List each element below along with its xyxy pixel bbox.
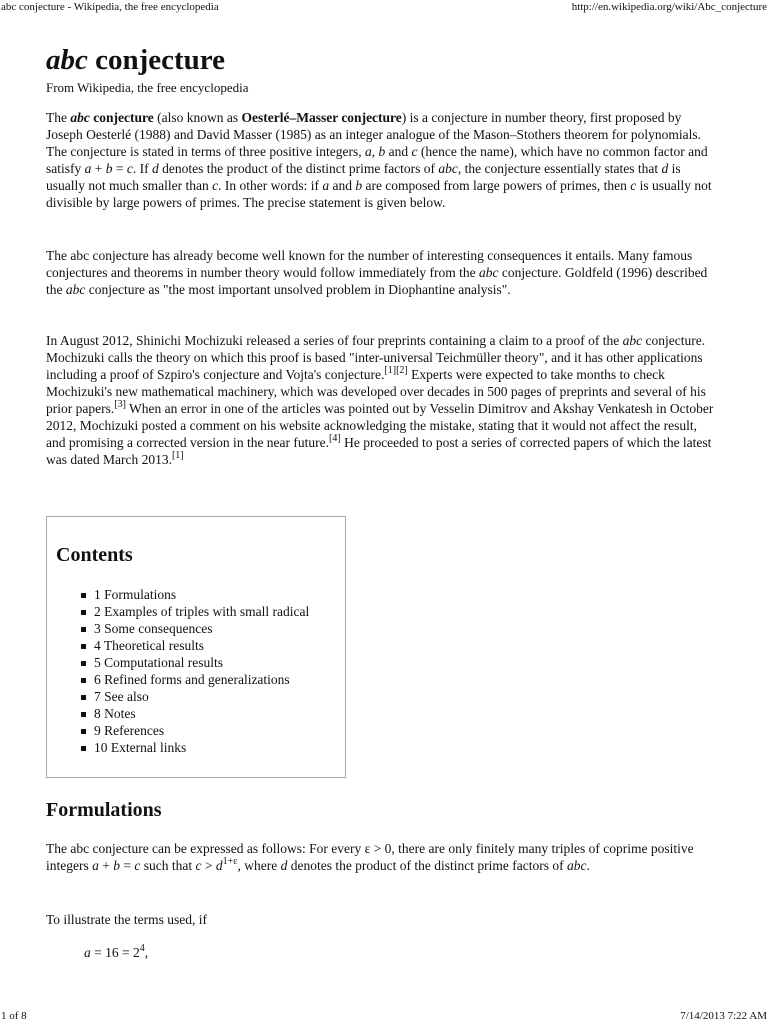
citation-link[interactable]: [4]	[329, 433, 341, 444]
toc-item[interactable]: 3 Some consequences	[77, 620, 309, 637]
formulations-paragraph-1: The abc conjecture can be expressed as follows: For every ε > 0, there are only finitely many triples of coprime positive integers a + b = c such that $c > d^{1+\varepsilon}$, where d denotes the product of the distinct prime factors of abc.	[46, 841, 694, 873]
citation-link[interactable]: [1]	[171, 450, 184, 461]
toc-item[interactable]: 8 Notes	[77, 705, 309, 722]
toc-title: Contents	[56, 544, 133, 566]
section-heading-formulations: Formulations	[46, 799, 162, 821]
article	[46, 40, 716, 960]
citation-link[interactable]: [3]	[114, 399, 126, 410]
formulations-paragraph-2: To illustrate the terms used, if	[46, 912, 208, 927]
citation-link[interactable]: [1][2]	[384, 365, 408, 376]
table-of-contents	[46, 516, 346, 778]
toc-item[interactable]: 1 Formulations	[77, 586, 309, 603]
print-footer	[0, 1009, 768, 1023]
print-header	[0, 0, 768, 14]
print-header-url[interactable]: http://en.wikipedia.org/wiki/Abc_conjecture	[571, 1, 767, 13]
intro-paragraph-1: The abc conjecture (also known as Oesterlé–Masser conjecture) is a conjecture in number theory, first proposed by Joseph Oesterlé (1988) and David Masser (1985) as an integer analogue of the Mason–Stothers theorem for polynomials. The conjecture is stated in terms of three positive integers, a, b and c (hence the name), which have no common factor and satisfy a + b = c. If d denotes the product of the distinct prime factors of abc, the conjecture essentially states that d is usually not much smaller than c. In other words: if a and b are composed from large powers of primes, then c is usually not divisible by large powers of primes. The precise statement is given below.	[46, 110, 712, 210]
intro-paragraph-2: The abc conjecture has already become well known for the number of interesting consequences it entails. Many famous conjectures and theorems in number theory would follow immediately from the abc conjecture. Goldfeld (1996) described the abc conjecture as "the most important unsolved problem in Diophantine analysis".	[46, 248, 708, 297]
page-count: 1 of 8	[1, 1010, 27, 1022]
toc-item[interactable]: 6 Refined forms and generalizations	[77, 671, 309, 688]
toc-list	[77, 586, 309, 756]
print-datetime: 7/14/2013 7:22 AM	[680, 1010, 767, 1022]
toc-item[interactable]: 2 Examples of triples with small radical	[77, 603, 309, 620]
print-header-title: abc conjecture - Wikipedia, the free encyclopedia	[1, 1, 219, 13]
toc-item[interactable]: 7 See also	[77, 688, 309, 705]
toc-item[interactable]: 4 Theoretical results	[77, 637, 309, 654]
intro-paragraph-3: In August 2012, Shinichi Mochizuki released a series of four preprints containing a claim to a proof of the abc conjecture. Mochizuki calls the theory on which this proof is based "inter-universal Teichmüller theory", and it has other applications including a proof of Szpiro's conjecture and Vojta's conjecture.[1][2] Experts were expected to take months to check Mochizuki's new mathematical machinery, which was developed over decades in 500 pages of preprints and several of his prior papers.[3] When an error in one of the articles was pointed out by Vesselin Dimitrov and Akshay Venkatesh in October 2012, Mochizuki posted a comment on his website acknowledging the mistake, stating that it would not affect the result, and promising a corrected version in the near future.[4] He proceeded to post a series of corrected papers of which the latest was dated March 2013.[1]	[46, 333, 714, 467]
toc-item[interactable]: 10 External links	[77, 739, 309, 756]
toc-item[interactable]: 9 References	[77, 722, 309, 739]
page-title: abc conjecture	[46, 44, 226, 76]
page-subtitle: From Wikipedia, the free encyclopedia	[46, 80, 249, 95]
toc-item[interactable]: 5 Computational results	[77, 654, 309, 671]
formula-a: $a = 16 = 2^4$,	[84, 943, 149, 960]
